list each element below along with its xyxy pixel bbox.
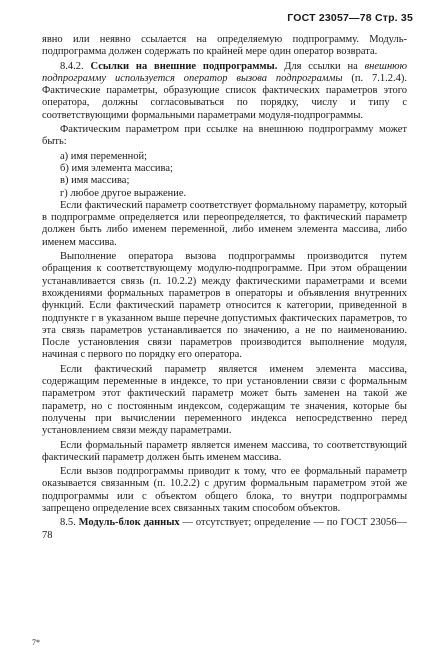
section-text: Для ссылки на — [277, 60, 365, 72]
paragraph: Если фактический параметр является именем элемента массива, содержащим переменные в индексе, то при установлении связи с формальным параметром этот фактический параметр может быть заменен на такой же параметр, но с постоянным индексом, содержащим те значения, которые бы получены при вычислении переменного индекса непосредственно перед установлением связи между параметрами. — [42, 363, 407, 437]
section-title: Модуль-блок данных — [78, 517, 180, 529]
paragraph: Если формальный параметр является именем массива, то соответствующий фактический параметр должен быть именем массива. — [42, 439, 407, 463]
section-8-5 — [42, 517, 407, 542]
paragraph: Если вызов подпрограммы приводит к тому, что ее формальный параметр оказывается связанным (п. 10.2.2) с другим формальным параметром этой же подпрограммы или с объектом общего блока, то внутри подпрограммы запрещено определение всех связанных таким способом объектов. — [42, 466, 407, 514]
section-text: — отсутствует; определение — по ГОСТ 23056—78 — [42, 517, 407, 541]
document-body — [42, 34, 407, 544]
paragraph-intro-list: Фактическим параметром при ссылке на внешнюю подпрограмму может быть: — [42, 124, 407, 148]
parameter-list — [42, 151, 407, 200]
paragraph: Если фактический параметр соответствует формальному параметру, который в подпрограмме определяется или переопределяется, то фактический параметр должен быть либо именем переменной, либо именем элемента массива, либо именем массива. — [42, 199, 407, 248]
section-number: 8.4.2. — [60, 60, 91, 72]
list-item: в) имя массива; — [60, 175, 130, 187]
list-item: г) любое другое выражение. — [60, 187, 187, 199]
paragraph: Выполнение оператора вызова подпрограммы производится путем обращения к соответствующему модулю-подпрограмме. При этом обращении устанавливается связь (п. 10.2.2) между фактическими параметрами и всеми вхождениями формальных параметров в операторы и объявления внутренних функций. Если фактический параметр относится к категории, приведенной в подпункте г в указанном выше перечне допустимых фактических параметров, то эта связь параметров устанавливается по значению, а не по наименованию. После установления связи параметров производится выполнение модуля, начиная с первого по порядку его оператора. — [42, 251, 407, 361]
section-number: 8.5. — [60, 517, 79, 529]
signature-mark: 7* — [32, 638, 40, 647]
list-item: а) имя переменной; — [60, 150, 148, 162]
section-8-4-2 — [42, 61, 407, 122]
section-italic-text: внешнюю подпрограмму используется оператор вызова подпрограммы — [42, 60, 407, 84]
page-header: ГОСТ 23057—78 Стр. 35 — [287, 12, 413, 24]
list-item: б) имя элемента массива; — [60, 162, 173, 174]
paragraph-continuation: явно или неявно ссылается на определяемую подпрограмму. Модуль-подпрограмма должен содержать по крайней мере один оператор возврата. — [42, 34, 407, 58]
section-title: Ссылки на внешние подпрограммы. — [90, 60, 278, 72]
section-text: (п. 7.1.2.4). Фактические параметры, образующие список фактических параметров этого оператора, должны согласовываться по порядку, числу и типу с соответствующими формальными параметрами модуля-подпрограммы. — [42, 72, 407, 121]
